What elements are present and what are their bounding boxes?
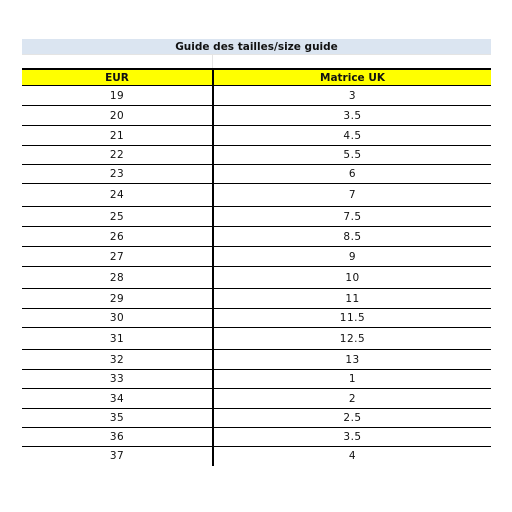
cell-uk: 10 [213,267,491,289]
table-body [22,86,491,466]
table-row [22,428,491,447]
cell-uk: 4 [348,450,357,463]
cell-eur: 35 [22,409,213,428]
cell-eur: 34 [22,389,213,409]
cell-eur: 26 [22,227,213,247]
size-table [22,68,491,466]
cell-eur: 20 [22,106,213,126]
table-row [22,106,491,126]
table-row [22,389,491,409]
cell-eur: 32 [22,350,213,370]
cell-uk: 2 [213,389,491,409]
table-row [22,328,491,350]
cell-eur: 22 [22,146,213,165]
cell-uk: 4.5 [213,126,491,146]
table-row [22,350,491,370]
cell-eur: 29 [22,289,213,309]
cell-uk: 7.5 [213,207,491,227]
cell-uk: 3.5 [213,428,491,447]
cell-uk: 11 [213,289,491,309]
spacer-row [22,54,491,68]
cell-uk: 2.5 [213,409,491,428]
table-row [22,409,491,428]
table-row [22,309,491,328]
table-row [22,86,491,106]
table-row [22,447,491,466]
table-row [22,247,491,267]
cell-uk: 5.5 [213,146,491,165]
cell-uk: 8.5 [213,227,491,247]
table-row [22,207,491,227]
table-row [22,267,491,289]
cell-uk: 13 [213,350,491,370]
header-row [22,69,491,86]
cell-uk: 3.5 [213,106,491,126]
table-row [22,126,491,146]
cell-eur: 37 [22,447,213,466]
cell-eur: 21 [22,126,213,146]
table-row [22,289,491,309]
cell-eur: 25 [22,207,213,227]
cell-uk: 6 [213,165,491,184]
cell-eur: 23 [22,165,213,184]
cell-uk: 7 [213,184,491,207]
cell-uk: 12.5 [213,328,491,350]
table-row [22,184,491,207]
table-row [22,370,491,389]
cell-eur: 19 [22,86,213,106]
table-title: Guide des tailles/size guide [22,39,491,54]
cell-eur: 33 [22,370,213,389]
cell-uk: 1 [213,370,491,389]
cell-eur: 30 [22,309,213,328]
cell-uk: 9 [213,247,491,267]
size-guide-sheet [22,39,491,466]
cell-eur: 27 [22,247,213,267]
cell-uk: 3 [213,86,491,106]
cell-eur: 31 [22,328,213,350]
table-row [22,165,491,184]
column-header-uk: Matrice UK [213,69,491,86]
cell-eur: 28 [22,267,213,289]
cell-uk: 11.5 [213,309,491,328]
column-header-eur: EUR [22,69,213,86]
table-row [22,227,491,247]
table-row [22,146,491,165]
cell-eur: 36 [22,428,213,447]
cell-eur: 24 [22,184,213,207]
